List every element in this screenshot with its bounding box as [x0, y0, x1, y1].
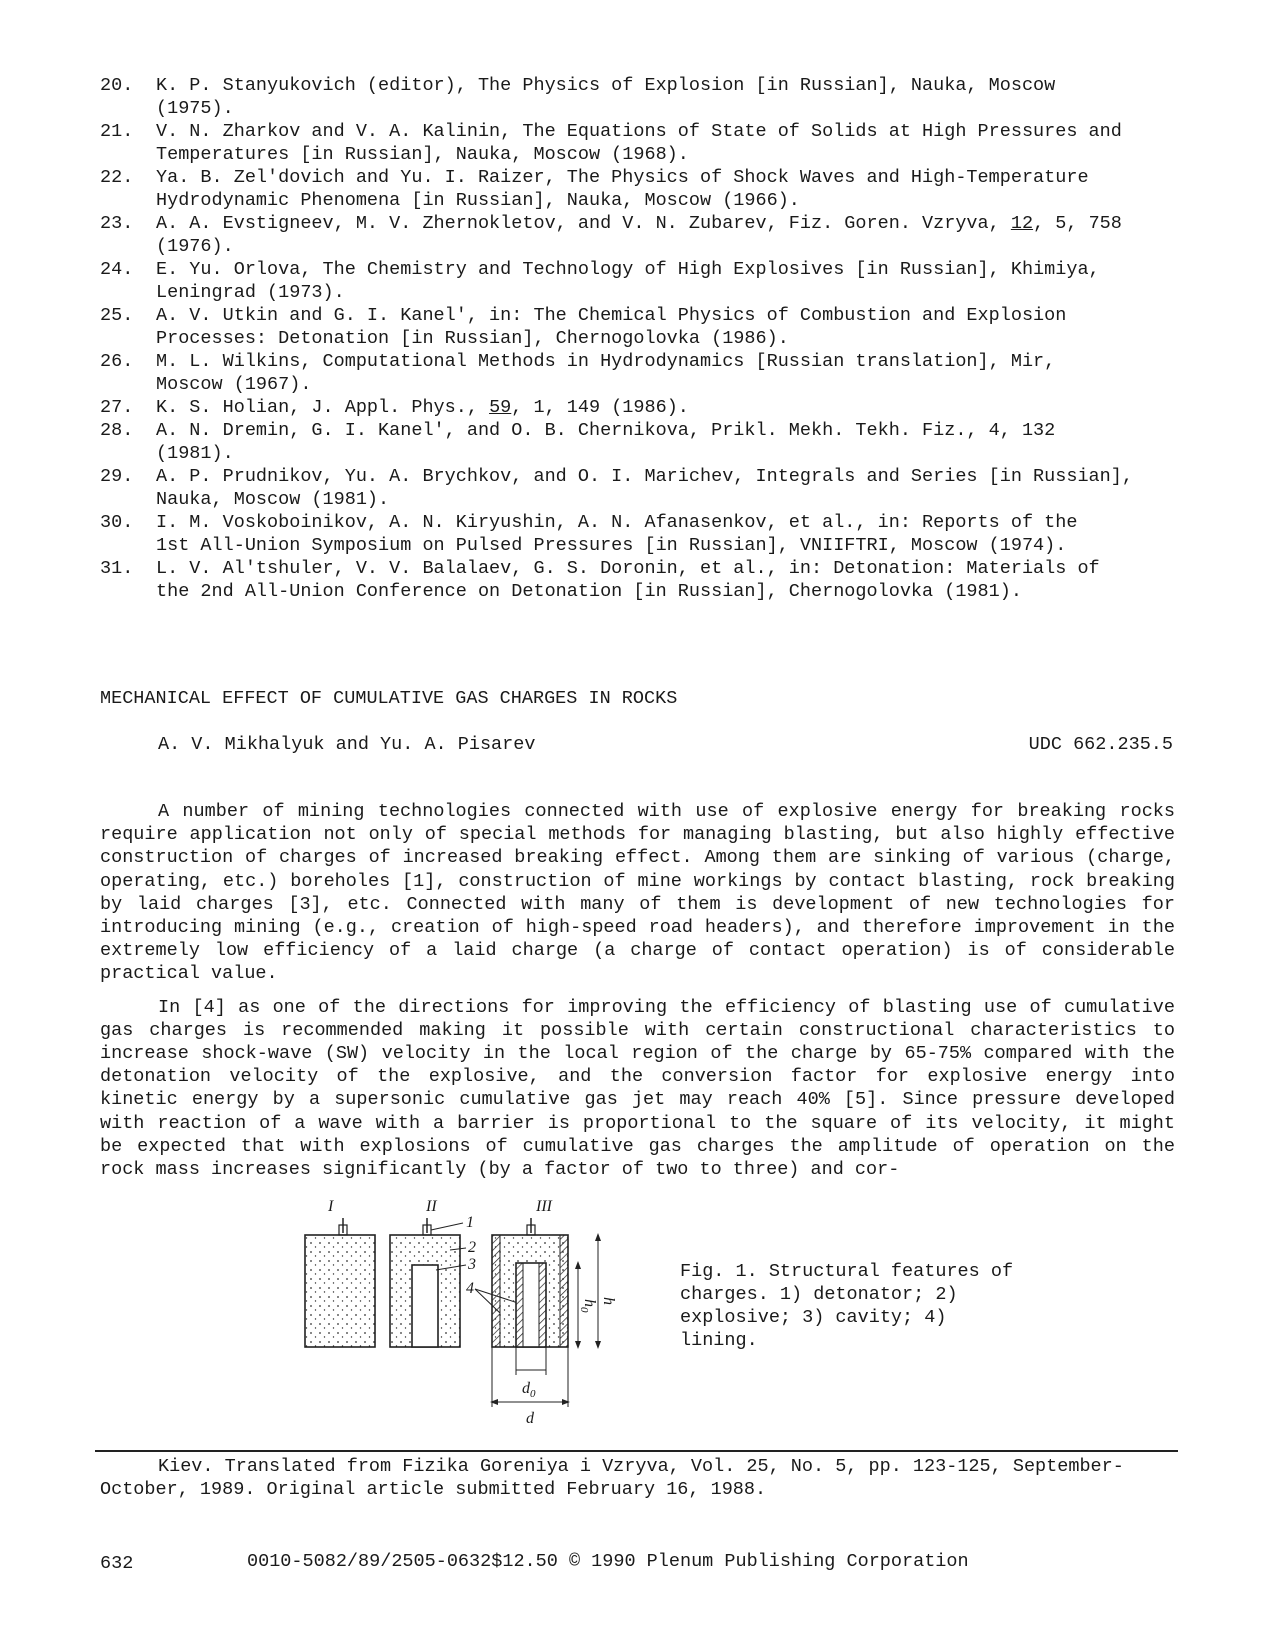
reference-text: A. V. Utkin and G. I. Kanel', in: The Chemical Physics of Combustion and Explosion Processes: Detonation [in Russian], Chernogolovka (1986).	[156, 305, 1067, 349]
reference-text: E. Yu. Orlova, The Chemistry and Technology of High Explosives [in Russian], Khimiya, Leningrad (1973).	[156, 259, 1100, 303]
reference-item	[100, 465, 1180, 511]
label-iii: III	[536, 1198, 552, 1215]
reference-item	[100, 396, 1180, 419]
inner-lining-left	[516, 1263, 523, 1347]
reference-item	[100, 511, 1180, 557]
reference-text: A. N. Dremin, G. I. Kanel', and O. B. Chernikova, Prikl. Mekh. Tekh. Fiz., 4, 132 (1981).	[156, 420, 1056, 464]
reference-text-post: , 1, 149 (1986).	[511, 397, 689, 418]
reference-number: 26.	[100, 351, 134, 372]
label-4: 4	[466, 1280, 474, 1297]
label-ii: II	[426, 1198, 437, 1215]
reference-number: 29.	[100, 466, 134, 487]
charge-diagram	[300, 1195, 680, 1440]
label-1: 1	[466, 1214, 474, 1231]
article-title: MECHANICAL EFFECT OF CUMULATIVE GAS CHARGES IN ROCKS	[100, 688, 678, 709]
outer-lining-right	[560, 1235, 568, 1347]
arrow-h-bottom	[595, 1341, 601, 1349]
volume-number: 59	[489, 397, 512, 418]
reference-number: 23.	[100, 213, 134, 234]
udc-code: UDC 662.235.5	[1028, 734, 1173, 755]
reference-number: 24.	[100, 259, 134, 280]
article-body	[100, 800, 1175, 1191]
reference-list	[100, 74, 1180, 603]
explosive-body-i	[305, 1235, 375, 1347]
figure-1	[300, 1195, 680, 1440]
label-d: d	[526, 1410, 534, 1427]
reference-item	[100, 419, 1180, 465]
arrow-h0-bottom	[575, 1341, 581, 1349]
reference-number: 31.	[100, 558, 134, 579]
volume-number: 12	[1010, 213, 1034, 234]
copyright-line: 0010-5082/89/2505-0632$12.50 © 1990 Plenum Publishing Corporation	[247, 1551, 969, 1572]
leader-1	[431, 1223, 463, 1230]
reference-text: M. L. Wilkins, Computational Methods in Hydrodynamics [Russian translation], Mir, Moscow (1967).	[156, 351, 1056, 395]
reference-item	[100, 557, 1180, 603]
reference-number: 30.	[100, 512, 134, 533]
article-authors: A. V. Mikhalyuk and Yu. A. Pisarev	[158, 734, 536, 755]
reference-text: I. M. Voskoboinikov, A. N. Kiryushin, A. N. Afanasenkov, et al., in: Reports of the 1st All-Union Symposium on Pulsed Pressures [in Russian], VNIIFTRI, Moscow (1974).	[156, 512, 1078, 556]
reference-text-pre: K. S. Holian, J. Appl. Phys.,	[156, 397, 490, 418]
reference-number: 22.	[100, 167, 134, 188]
reference-item	[100, 258, 1180, 304]
reference-number: 28.	[100, 420, 134, 441]
body-paragraph: A number of mining technologies connected with use of explosive energy for breaking rocks require application not only of special methods for managing blasting, but also highly effective construction of charges of increased breaking effect. Among them are sinking of various (charge, operating, etc.) boreholes [1], construction of mine workings by contact blasting, rock breaking by laid charges [3], etc. Connected with many of them is development of new technologies for introducing mining (e.g., creation of high-speed road headers), and therefore improvement in the extremely low efficiency of a laid charge (a charge of contact operation) is of considerable practical value.	[100, 801, 1175, 985]
body-paragraph: In [4] as one of the directions for improving the efficiency of blasting use of cumulative gas charges is recommended making it possible with certain constructional characteristics to increase shock-wave (SW) velocity in the local region of the charge by 65-75% compared with the detonation velocity of the explosive, and the conversion factor for explosive energy into kinetic energy by a supersonic cumulative gas jet may reach 40% [5]. Since pressure developed with reaction of a wave with a barrier is proportional to the square of its velocity, it might be expected that with explosions of cumulative gas charges the amplitude of operation on the rock mass increases significantly (by a factor of two to three) and cor-	[100, 996, 1175, 1181]
reference-text: V. N. Zharkov and V. A. Kalinin, The Equations of State of Solids at High Pressures and Temperatures [in Russian], Nauka, Moscow (1968).	[156, 121, 1122, 165]
reference-number: 21.	[100, 121, 134, 142]
label-2: 2	[468, 1239, 476, 1256]
cavity-ii	[412, 1265, 438, 1347]
inner-lining-right	[539, 1263, 546, 1347]
reference-item	[100, 74, 1180, 120]
reference-item	[100, 350, 1180, 396]
figure-caption: Fig. 1. Structural features of charges. 1) detonator; 2) explosive; 3) cavity; 4) lining.	[680, 1261, 1014, 1351]
reference-number: 25.	[100, 305, 134, 326]
reference-text-post: , 5, 758 (1976).	[156, 213, 1122, 257]
reference-text: Ya. B. Zel'dovich and Yu. I. Raizer, The Physics of Shock Waves and High-Temperature Hydrodynamic Phenomena [in Russian], Nauka, Moscow (1966).	[156, 167, 1089, 211]
arrow-h-top	[595, 1233, 601, 1241]
reference-item	[100, 120, 1180, 166]
reference-text-pre: A. A. Evstigneev, M. V. Zhernokletov, and V. N. Zubarev, Fiz. Goren. Vzryva,	[156, 213, 1011, 234]
reference-text	[156, 396, 1180, 419]
reference-text: A. P. Prudnikov, Yu. A. Brychkov, and O. I. Marichev, Integrals and Series [in Russian], Nauka, Moscow (1981).	[156, 466, 1133, 510]
outer-lining-left	[492, 1235, 500, 1347]
label-3: 3	[468, 1256, 476, 1273]
charge-i	[305, 1198, 375, 1347]
label-h: h	[600, 1297, 617, 1305]
reference-text: L. V. Al'tshuler, V. V. Balalaev, G. S. Doronin, et al., in: Detonation: Materials of the 2nd All-Union Conference on Detonation [in Russian], Chernogolovka (1981).	[156, 558, 1100, 602]
page-number: 632	[100, 1553, 134, 1574]
reference-item	[100, 304, 1180, 350]
reference-text	[156, 212, 1180, 258]
label-h0: $h_0$	[578, 1299, 598, 1313]
reference-text: K. P. Stanyukovich (editor), The Physics of Explosion [in Russian], Nauka, Moscow (1975).	[156, 75, 1056, 119]
label-d0: $d_0$	[522, 1380, 536, 1400]
arrow-h0-top	[575, 1261, 581, 1269]
arrow-d-left	[490, 1399, 498, 1405]
reference-item	[100, 166, 1180, 212]
label-i: I	[328, 1198, 334, 1215]
reference-number: 20.	[100, 75, 134, 96]
charge-iii	[490, 1198, 617, 1427]
reference-item	[100, 212, 1180, 258]
arrow-d-right	[562, 1399, 570, 1405]
footnote: Kiev. Translated from Fizika Goreniya i Vzryva, Vol. 25, No. 5, pp. 123-125, September-October, 1989. Original article submitted February 16, 1988.	[100, 1456, 1124, 1500]
footnote-rule	[95, 1450, 1178, 1452]
reference-number: 27.	[100, 397, 134, 418]
